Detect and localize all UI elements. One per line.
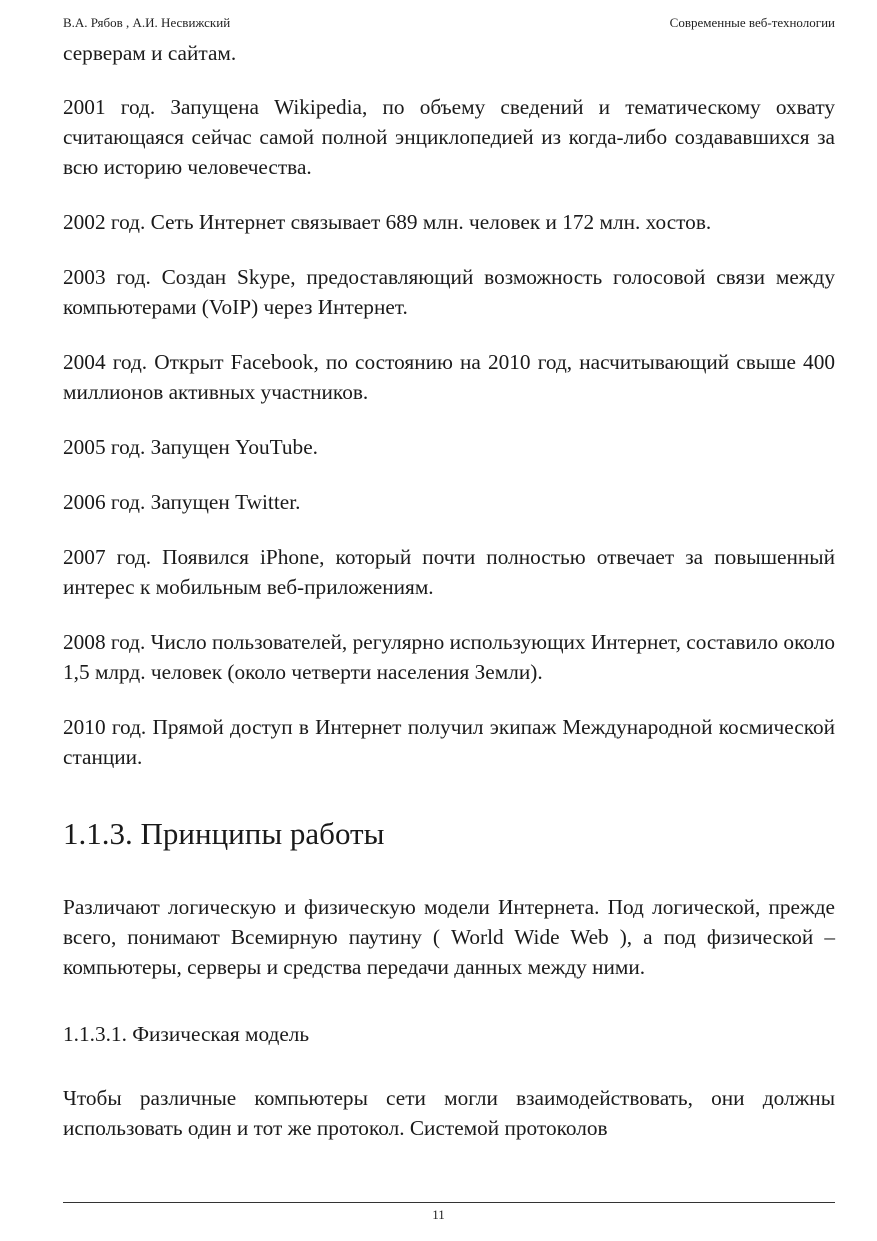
paragraph: 2003 год. Создан Skype, предоставляющий возможность голосовой связи между компьютерами (VoIP) через Интернет.: [63, 265, 835, 319]
subsection-heading: 1.1.3.1. Физическая модель: [63, 1022, 310, 1046]
paragraph: 2007 год. Появился iPhone, который почти полностью отвечает за повышенный интерес к мобильным веб-приложениям.: [63, 545, 835, 599]
paragraph: 2002 год. Сеть Интернет связывает 689 млн. человек и 172 млн. хостов.: [63, 210, 712, 234]
paragraph: 2004 год. Открыт Facebook, по состоянию на 2010 год, насчитывающий свыше 400 миллионов активных участников.: [63, 350, 835, 404]
header-authors: В.А. Рябов , А.И. Несвижский: [63, 15, 231, 30]
header-book-title: Современные веб-технологии: [669, 15, 835, 30]
subsection-paragraph: Чтобы различные компьютеры сети могли взаимодействовать, они должны использовать один и тот же протокол. Системой протоколов: [63, 1086, 835, 1140]
running-header: [63, 15, 835, 31]
paragraph: 2008 год. Число пользователей, регулярно использующих Интернет, составило около 1,5 млрд. человек (около четверти населения Земли).: [63, 630, 835, 684]
paragraph: серверам и сайтам.: [63, 41, 237, 65]
paragraph: 2001 год. Запущена Wikipedia, по объему сведений и тематическому охвату считающаяся сейчас самой полной энциклопедией из когда-либо создававшихся за всю историю человечества.: [63, 95, 835, 179]
paragraph: 2006 год. Запущен Twitter.: [63, 490, 301, 514]
page-body: [63, 38, 835, 1168]
section-paragraph: Различают логическую и физическую модели Интернета. Под логической, прежде всего, понимают Всемирную паутину ( World Wide Web ), а под физической – компьютеры, серверы и средства передачи данных между ними.: [63, 895, 835, 979]
footer-divider: [63, 1202, 835, 1203]
paragraph: 2010 год. Прямой доступ в Интернет получил экипаж Международной космической станции.: [63, 715, 835, 769]
page-number: 11: [432, 1207, 445, 1222]
section-heading: 1.1.3. Принципы работы: [63, 816, 385, 851]
paragraph: 2005 год. Запущен YouTube.: [63, 435, 318, 459]
